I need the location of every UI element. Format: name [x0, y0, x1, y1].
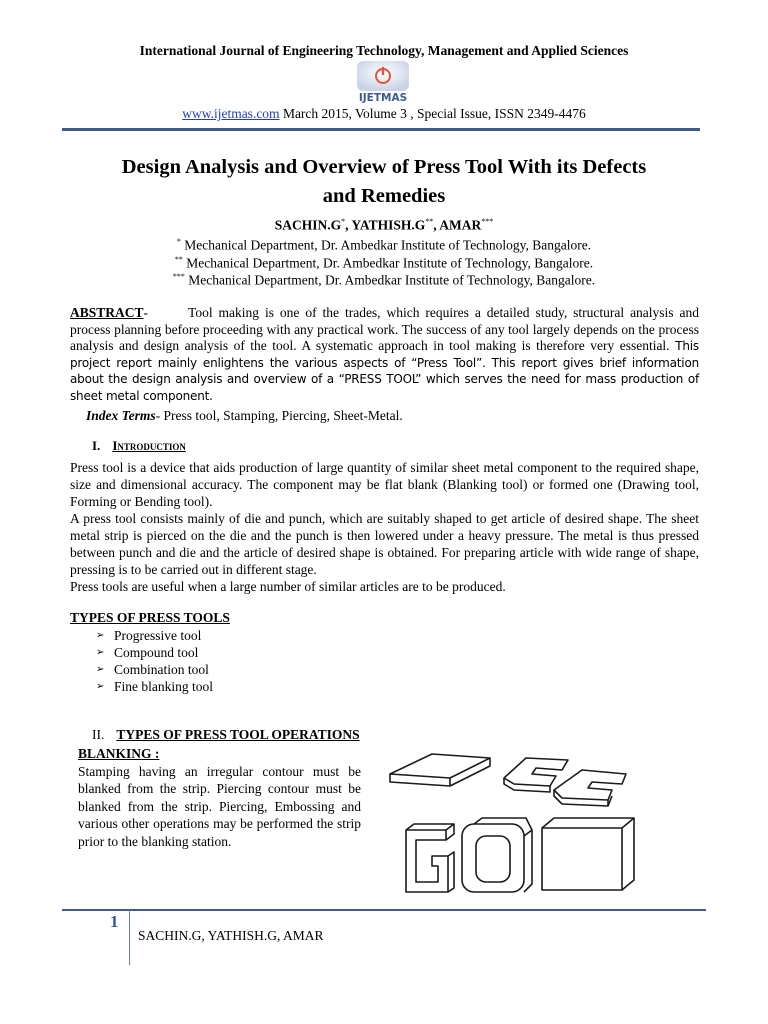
section-number: II.: [92, 727, 105, 742]
g-shaped-part: [406, 824, 454, 892]
title-line: Design Analysis and Overview of Press Tool With its Defects: [121, 156, 647, 178]
affiliation-text: Mechanical Department, Dr. Ambedkar Institute of Technology, Bangalore.: [184, 237, 592, 253]
paragraph: A press tool consists mainly of die and punch, which are suitably shaped to get article of desired shape. The sheet metal strip is pierced on the die and the punch is then lowered under a heavy pressure. The metal is thus pressed between punch and die and the article of desired shape is obtained. For preparing article with wide range of shape, pressing is to be carried out in different stage.: [70, 511, 699, 577]
abstract-label: ABSTRACT: [70, 305, 144, 320]
issue-info: March 2015, Volume 3 , Special Issue, ISSN 2349-4476: [279, 106, 586, 121]
section-heading-introduction: [92, 438, 186, 454]
list-item: ➢ Progressive tool: [96, 628, 202, 643]
abstract: [70, 305, 699, 405]
abstract-dash: -: [143, 305, 149, 320]
index-terms-label: Index Terms: [86, 408, 156, 423]
list-item: ➢ Combination tool: [96, 662, 209, 677]
affiliation-mark: ***: [172, 272, 185, 281]
page-number: 1: [110, 912, 119, 931]
arrow-bullet-icon: ➢: [96, 664, 105, 675]
logo-text: IJETMAS: [358, 92, 408, 104]
footer-authors: SACHIN.G, YATHISH.G, AMAR: [138, 928, 324, 943]
header-rule: [62, 128, 700, 131]
affiliation: [0, 255, 768, 272]
list-item: ➢ Fine blanking tool: [96, 679, 213, 694]
author-name: SACHIN.G: [274, 217, 342, 233]
footer-divider: [129, 910, 130, 965]
author-list: SACHIN.G*, YATHISH.G**, AMAR***: [274, 217, 494, 233]
section-heading-operations: [92, 727, 360, 743]
journal-logo: [355, 60, 411, 104]
blanked-parts-figure: [386, 732, 648, 894]
section-title: Introduction: [112, 438, 186, 453]
types-list: [96, 627, 213, 695]
types-heading: TYPES OF PRESS TOOLS: [70, 610, 230, 625]
affiliation-text: Mechanical Department, Dr. Ambedkar Institute of Technology, Bangalore.: [186, 255, 594, 271]
footer-rule: [62, 909, 706, 911]
abstract-text-sans: This project report mainly enlightens the various aspects of “Press Tool”. This report gives brief information about the design analysis and overview of a “PRESS TOOL” which serves the need for mass production of sheet metal component.: [70, 339, 699, 403]
paper-title: [60, 153, 708, 211]
author-name: AMAR: [439, 217, 482, 233]
author-mark: *: [341, 217, 346, 226]
affiliation: [0, 272, 768, 289]
journal-name: International Journal of Engineering Technology, Management and Applied Sciences: [139, 43, 629, 58]
affiliation-mark: **: [174, 255, 183, 264]
ring-part: [462, 818, 532, 892]
arrow-bullet-icon: ➢: [96, 681, 105, 692]
index-terms-text: - Press tool, Stamping, Piercing, Sheet-Metal.: [155, 408, 403, 423]
website-link[interactable]: www.ijetmas.com: [182, 106, 280, 121]
affiliation-text: Mechanical Department, Dr. Ambedkar Institute of Technology, Bangalore.: [188, 272, 596, 288]
introduction-body: [70, 459, 699, 595]
author-mark: **: [425, 217, 434, 226]
affiliation-mark: *: [176, 237, 181, 246]
paragraph: Press tools are useful when a large number of similar articles are to be produced.: [70, 579, 506, 594]
author-name: YATHISH.G: [351, 217, 426, 233]
step-shaped-part: [554, 770, 626, 806]
affiliation: [0, 237, 768, 254]
list-item: ➢ Compound tool: [96, 645, 199, 660]
section-number: I.: [92, 438, 101, 453]
blanking-text: Stamping having an irregular contour must be blanked from the strip. Piercing contour must be blanked from the strip. Piercing, Embossing and various other operations may be performed the strip prior to the blanking station.: [78, 764, 361, 849]
section-title: TYPES OF PRESS TOOL OPERATIONS: [116, 727, 360, 742]
blanking-heading: BLANKING :: [78, 746, 160, 761]
title-line: and Remedies: [322, 185, 446, 207]
author-mark: ***: [481, 217, 494, 226]
index-terms: [86, 408, 403, 424]
abstract-text: Tool making is one of the trades, which requires a detailed study, structural analysis and process planning before proceeding with any practical work. The success of any tool largely depends on the process analysis and design analysis of the tool. A systematic approach in tool making is therefore very essential.: [70, 305, 699, 354]
arrow-bullet-icon: ➢: [96, 630, 105, 641]
paragraph: Press tool is a device that aids production of large quantity of similar sheet metal component to the required shape, size and dimensional accuracy. The component may be flat blank (Blanking tool) or formed one (Drawing tool, Forming or Bending tool).: [70, 460, 699, 509]
flat-plate-part: [390, 754, 490, 786]
arrow-bullet-icon: ➢: [96, 647, 105, 658]
block-part: [542, 818, 634, 890]
issue-line: [0, 106, 768, 122]
